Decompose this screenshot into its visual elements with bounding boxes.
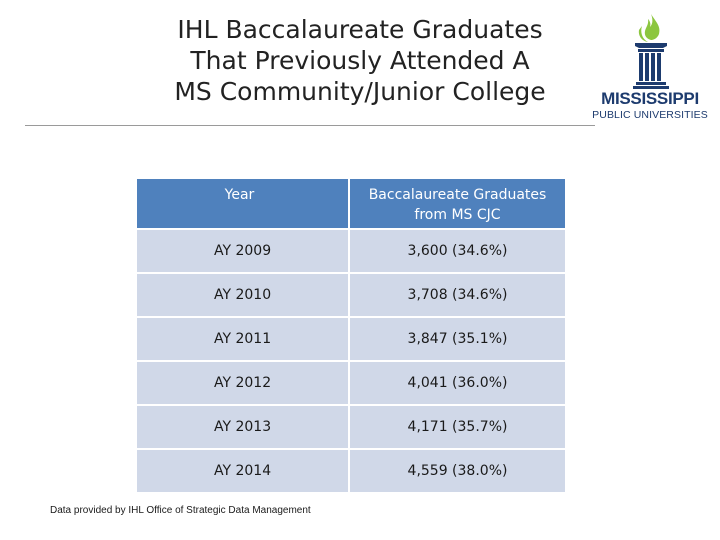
graduates-cell: 3,847 (35.1%) — [350, 318, 565, 362]
graduates-cell: 3,708 (34.6%) — [350, 274, 565, 318]
table-row — [137, 230, 565, 274]
graduates-cell: 4,041 (36.0%) — [350, 362, 565, 406]
year-cell: AY 2010 — [137, 274, 350, 318]
year-cell: AY 2014 — [137, 450, 350, 494]
title-line-1: IHL Baccalaureate Graduates — [177, 15, 543, 44]
table-row — [137, 274, 565, 318]
graduates-cell: 3,600 (34.6%) — [350, 230, 565, 274]
table-header-row — [137, 179, 565, 230]
title-line-2: That Previously Attended A — [190, 46, 530, 75]
year-cell: AY 2013 — [137, 406, 350, 450]
table-row — [137, 406, 565, 450]
graduates-cell: 4,559 (38.0%) — [350, 450, 565, 494]
logo-subtitle: PUBLIC UNIVERSITIES — [592, 109, 708, 121]
header-graduates-line-1: Baccalaureate Graduates — [368, 187, 547, 203]
logo-wordmark: MISSISSIPPI — [601, 89, 699, 108]
title-divider — [25, 125, 595, 126]
header-graduates — [350, 179, 565, 230]
page-title — [120, 14, 600, 107]
header-year: Year — [137, 179, 350, 230]
table-row — [137, 318, 565, 362]
graduates-cell: 4,171 (35.7%) — [350, 406, 565, 450]
year-cell: AY 2012 — [137, 362, 350, 406]
year-cell: AY 2009 — [137, 230, 350, 274]
table-row — [137, 450, 565, 494]
mississippi-public-universities-logo — [590, 12, 715, 124]
torch-column-icon — [626, 12, 676, 90]
year-cell: AY 2011 — [137, 318, 350, 362]
title-line-3: MS Community/Junior College — [174, 77, 546, 106]
table-row — [137, 362, 565, 406]
source-note: Data provided by IHL Office of Strategic Data Management — [50, 505, 311, 516]
header-graduates-line-2: from MS CJC — [414, 207, 501, 223]
graduates-table — [137, 179, 565, 494]
